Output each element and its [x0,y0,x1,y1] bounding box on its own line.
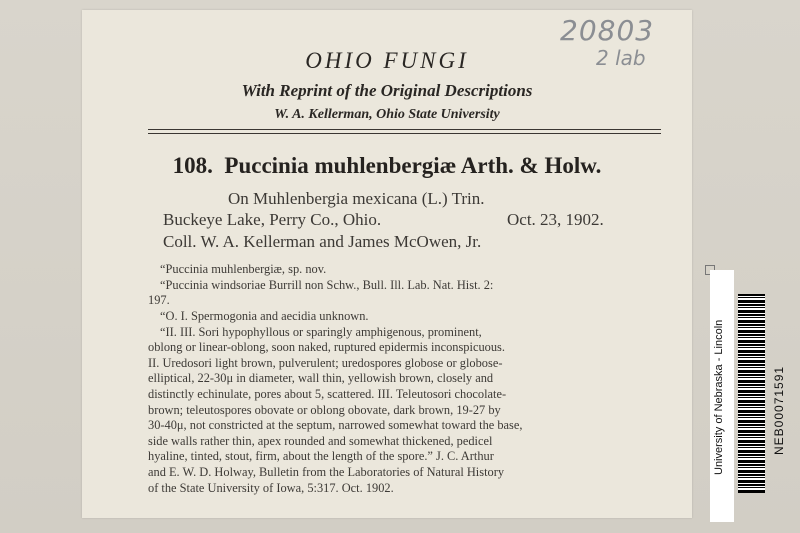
label-title: OHIO FUNGI [305,48,469,73]
locality: Buckeye Lake, Perry Co., Ohio. [163,210,382,229]
institution-name: University of Nebraska - Lincoln [713,319,725,475]
citation-line: 197. [148,293,170,308]
species-heading [82,153,692,179]
description-line: and E. W. D. Holway, Bulletin from the Laboratories of Natural History [148,464,505,479]
description-line: hyaline, tinted, stout, firm, about the length of the spore.” J. C. Arthur [148,449,494,464]
barcode-number: NEB00071591 [772,365,786,455]
collection-date: Oct. 23, 1902. [507,210,604,229]
barcode [738,294,765,493]
collector: Coll. W. A. Kellerman and James McOwen, Jr. [163,232,482,251]
label-author: W. A. Kellerman, Ohio State University [274,107,500,122]
citation-line: “Puccinia muhlenbergiæ, sp. nov. [160,262,327,276]
specimen-number: 108. [172,153,213,178]
description-line: “II. III. Sori hypophyllous or sparingly amphigenous, prominent, [160,324,482,339]
description-line: oblong or linear-oblong, soon naked, ruptured epidermis inconspicuous. [148,340,505,355]
description-line: brown; teleutospores obovate or oblong obovate, dark brown, 19-27 by [148,402,501,417]
accession-number: 20803 [560,14,655,47]
description-line: II. Uredosori light brown, pulverulent; uredospores globose or globose- [148,355,503,370]
description-line: “O. I. Spermogonia and aecidia unknown. [160,309,369,323]
description-line: elliptical, 22-30μ in diameter, wall thin, yellowish brown, closely and [148,371,494,386]
description-block [148,309,668,496]
citation-line: “Puccinia windsoriae Burrill non Schw., Bull. Ill. Lab. Nat. Hist. 2: [160,277,494,292]
divider-top [148,129,661,130]
divider-bottom [148,133,661,134]
species-name: Puccinia muhlenbergiæ Arth. & Holw. [224,153,602,178]
description-line: of the State University of Iowa, 5:317. Oct. 1902. [148,480,394,495]
citation-block [148,262,668,309]
host-plant: On Muhlenbergia mexicana (L.) Trin. [228,189,485,208]
description-line: distinctly echinulate, pores about 5, scattered. III. Teleutosori chocolate- [148,386,507,401]
handwritten-note: 2 lab [596,46,646,70]
label-subtitle: With Reprint of the Original Descriptions [241,81,533,100]
description-line: 30-40μ, not constricted at the septum, narrowed somewhat toward the base, [148,418,523,433]
description-line: side walls rather thin, apex rounded and somewhat thickened, pedicel [148,433,493,448]
